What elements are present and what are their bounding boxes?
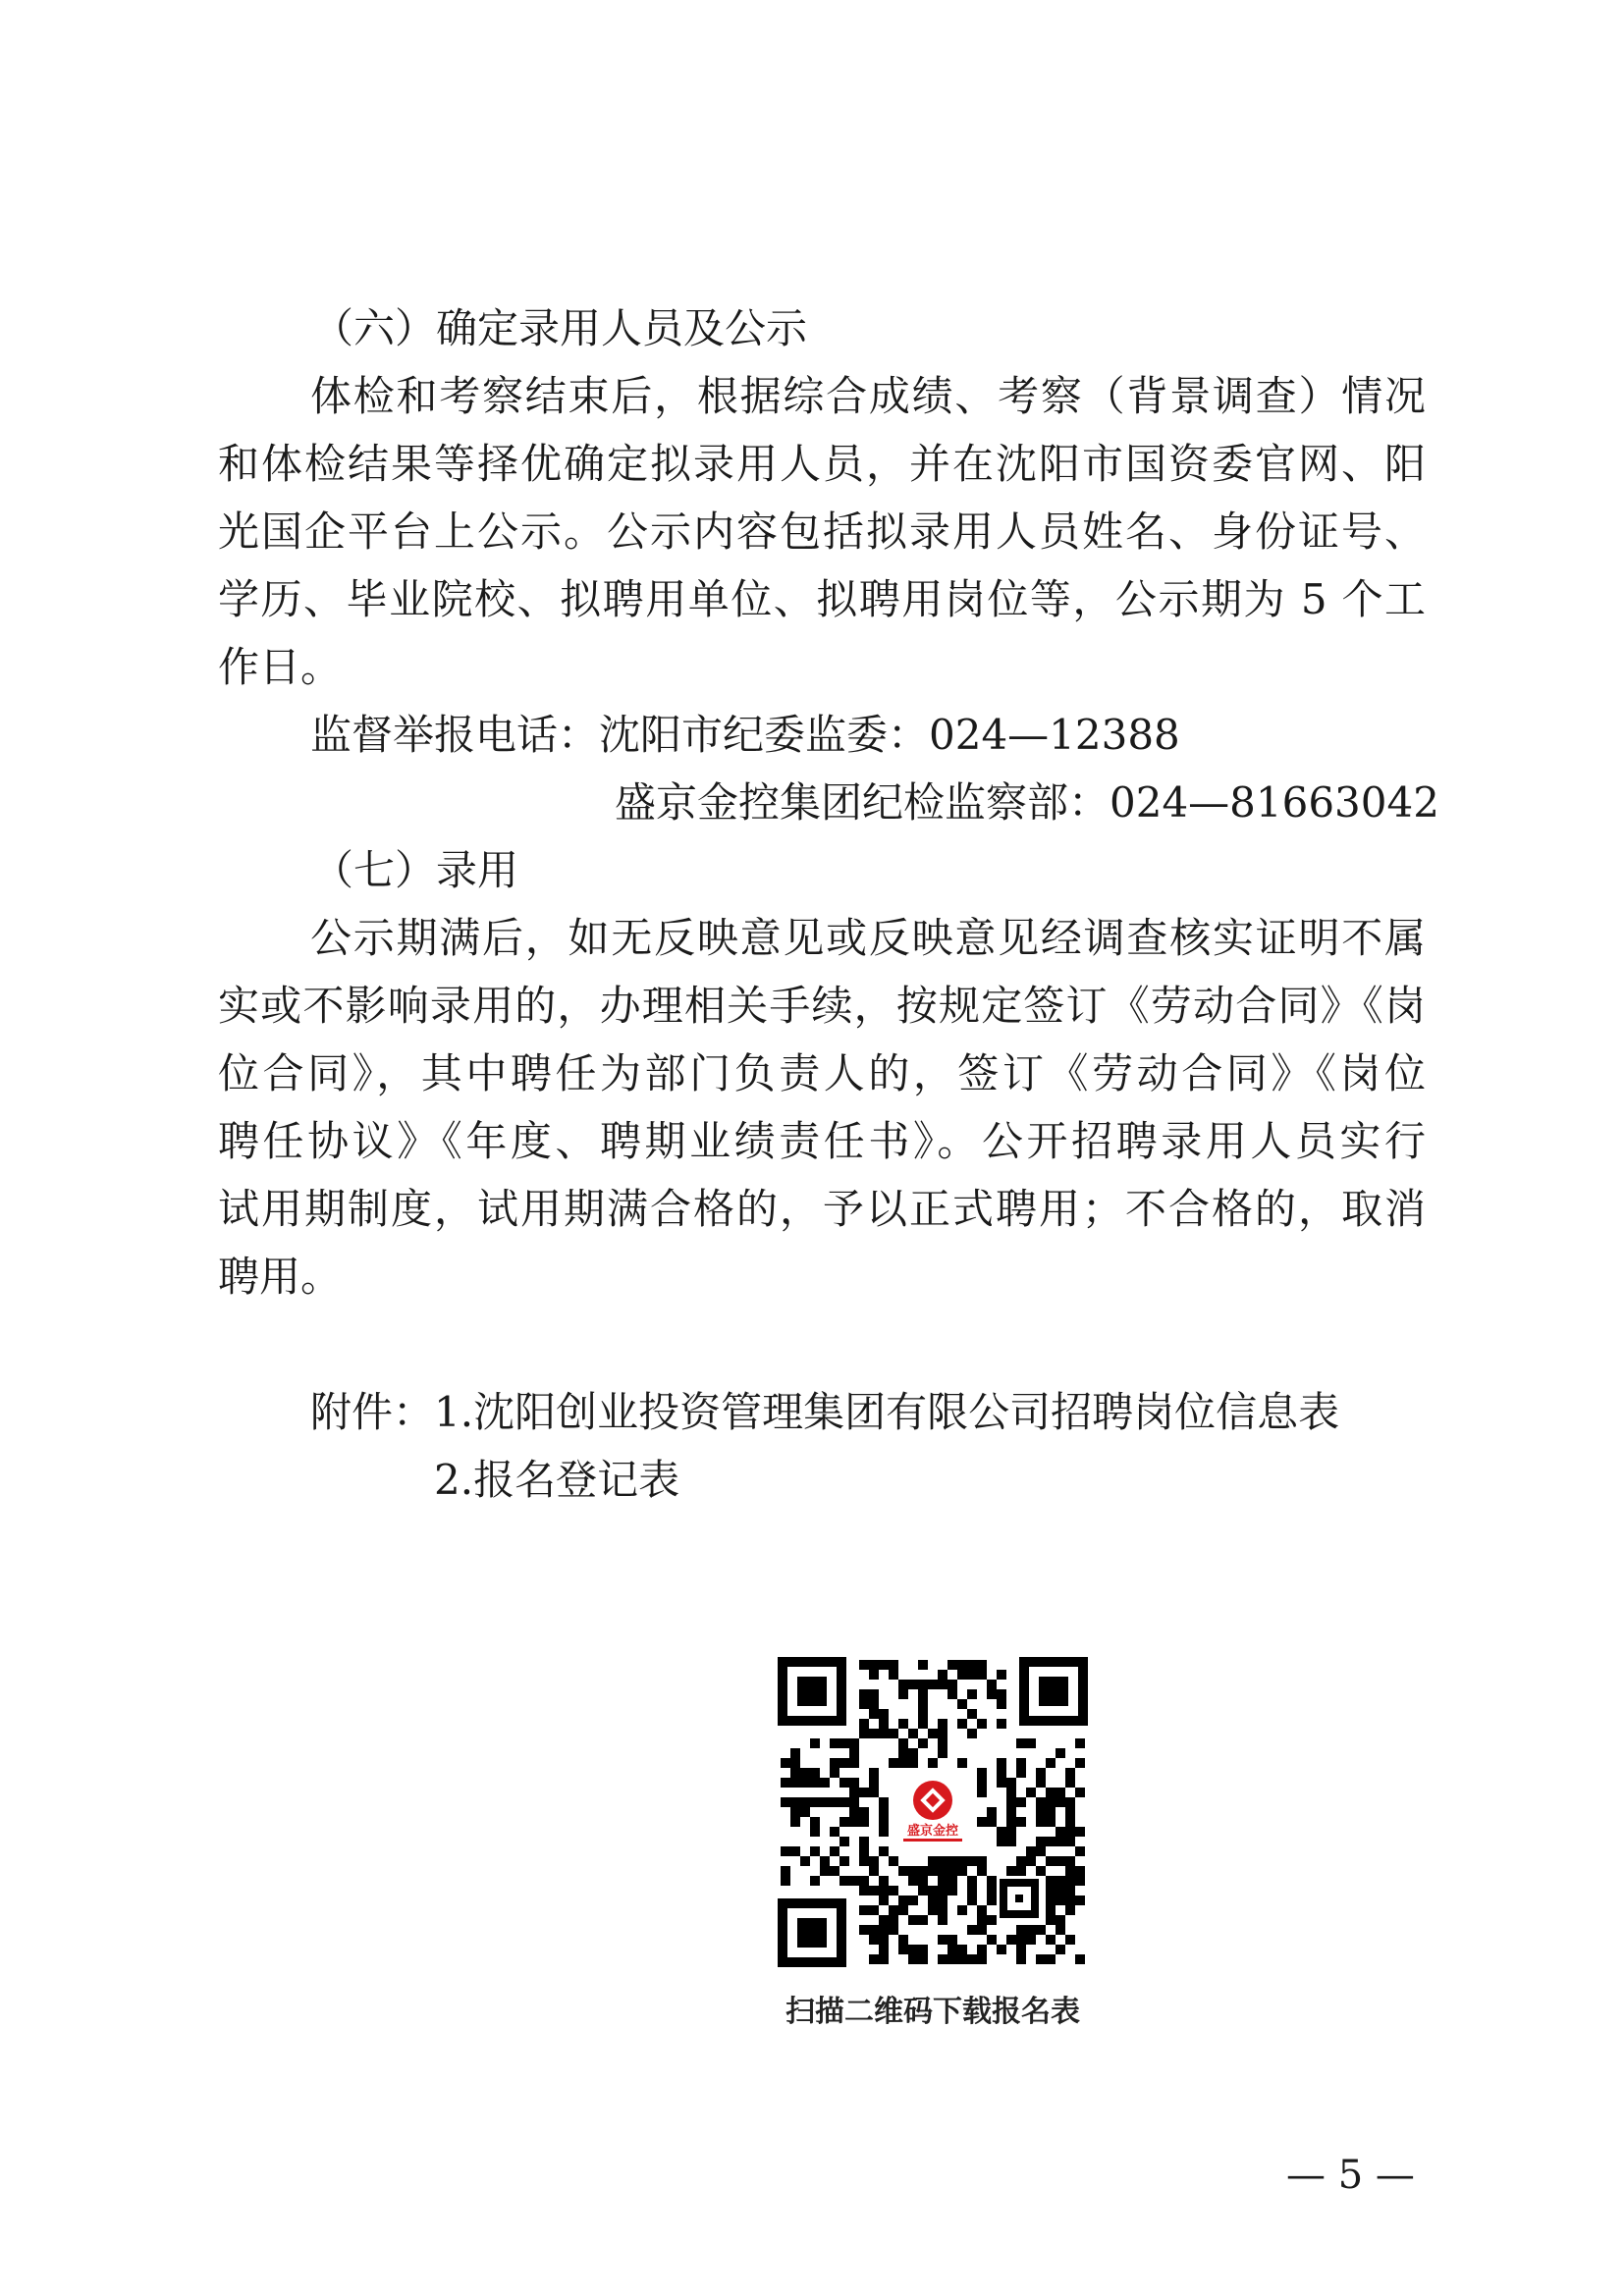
- paragraph-line: 位合同》，其中聘任为部门负责人的，签订《劳动合同》《岗位: [218, 1049, 1426, 1097]
- paragraph-line: 实或不影响录用的，办理相关手续，按规定签订《劳动合同》《岗: [218, 982, 1426, 1030]
- paragraph-line: 公示期满后，如无反映意见或反映意见经调查核实证明不属: [310, 914, 1426, 962]
- paragraph-line: 试用期制度，试用期满合格的，予以正式聘用；不合格的，取消: [218, 1185, 1426, 1233]
- paragraph-line: 聘任协议》《年度、聘期业绩责任书》。公开招聘录用人员实行: [218, 1117, 1426, 1165]
- section-heading-7: （七）录用: [312, 846, 519, 894]
- attachment-line-2: 2.报名登记表: [434, 1456, 680, 1504]
- paragraph-line: 学历、毕业院校、拟聘用单位、拟聘用岗位等，公示期为 5 个工: [218, 575, 1426, 623]
- paragraph-line: 作日。: [218, 643, 343, 691]
- hotline-line-2: 盛京金控集团纪检监察部：024—81663042: [615, 778, 1439, 827]
- page-number: — 5 —: [1286, 2153, 1415, 2198]
- svg-text:盛京金控: 盛京金控: [906, 1824, 959, 1839]
- paragraph-line: 聘用。: [218, 1253, 343, 1301]
- qr-caption: 扫描二维码下载报名表: [785, 1995, 1080, 2029]
- attachment-line-1: 附件：1.沈阳创业投资管理集团有限公司招聘岗位信息表: [310, 1388, 1340, 1436]
- hotline-line-1: 监督举报电话：沈阳市纪委监委：024—12388: [310, 711, 1180, 759]
- section-heading-6: （六）确定录用人员及公示: [312, 304, 808, 352]
- paragraph-line: 体检和考察结束后，根据综合成绩、考察（背景调查）情况: [310, 372, 1426, 420]
- paragraph-line: 光国企平台上公示。公示内容包括拟录用人员姓名、身份证号、: [218, 507, 1426, 556]
- paragraph-line: 和体检结果等择优确定拟录用人员，并在沈阳市国资委官网、阳: [218, 440, 1426, 488]
- shengjing-logo-icon: [913, 1781, 952, 1820]
- qr-code-image[interactable]: [778, 1657, 1088, 1967]
